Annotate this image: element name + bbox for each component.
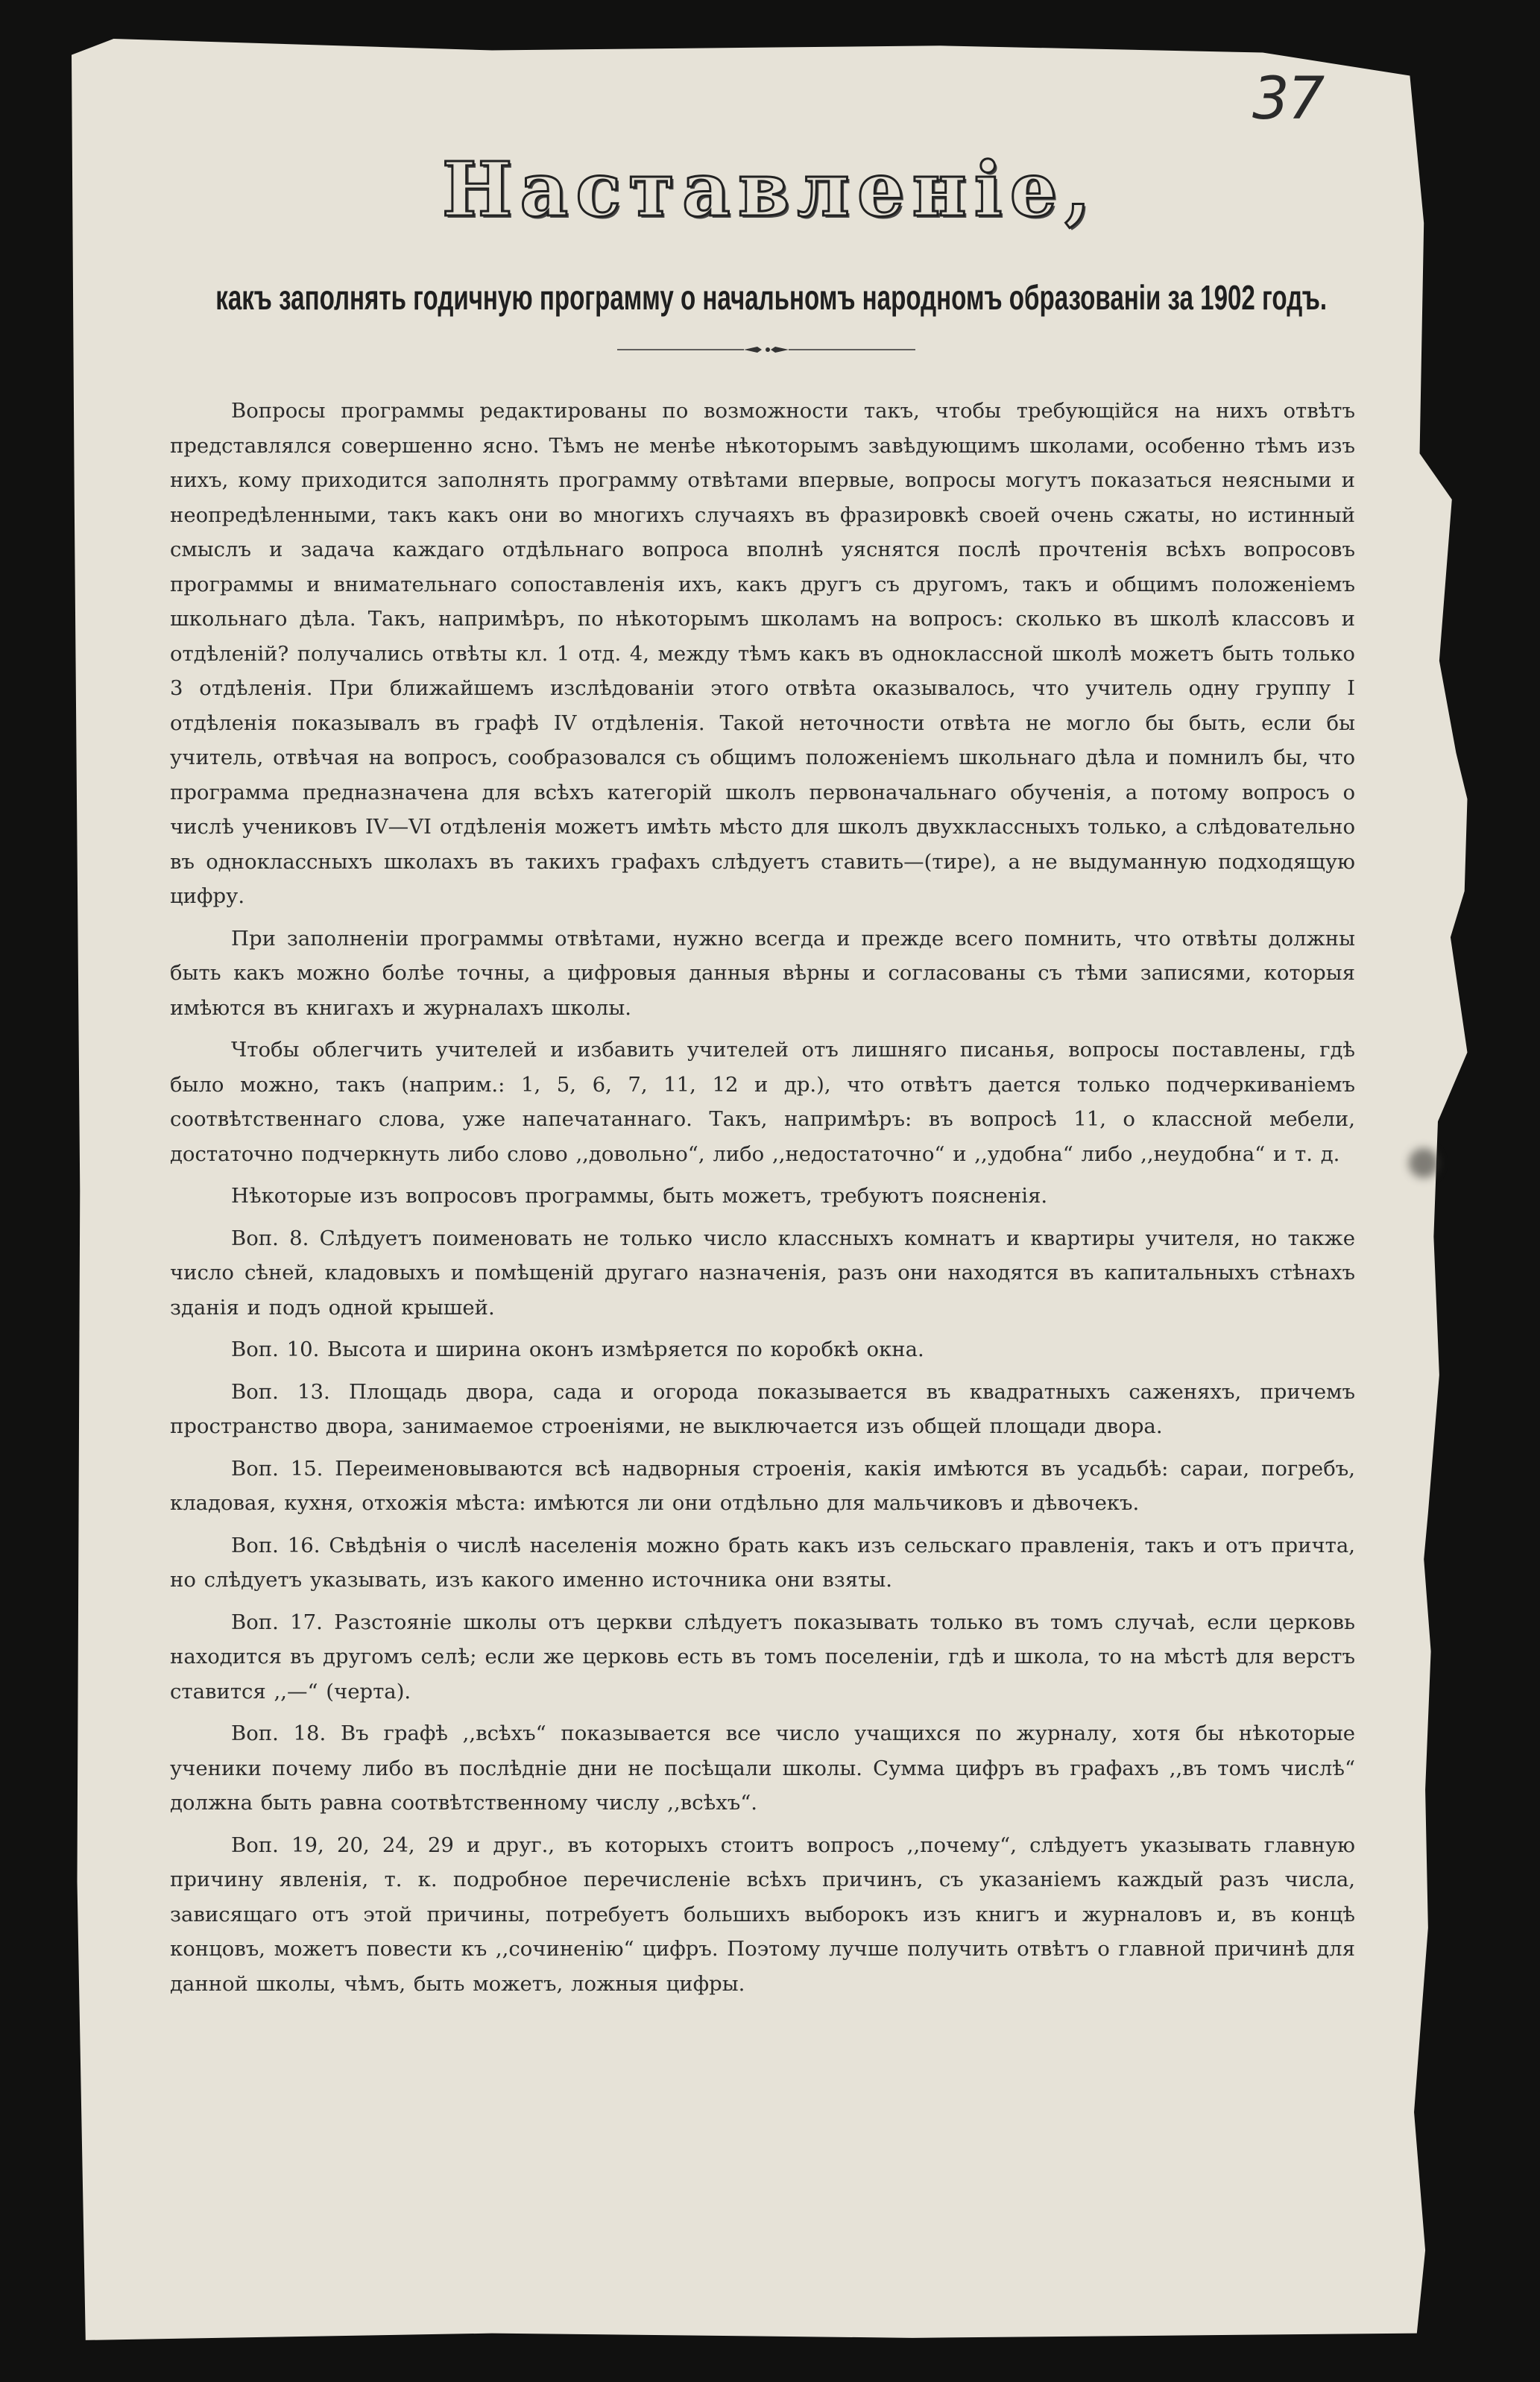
paragraph-question-18: Воп. 18. Въ графѣ ,,всѣхъ“ показывается все число учащихся по журналу, хотя бы нѣкоторые ученики почему либо въ послѣдніе дни не посѣщали школы. Сумма цифръ въ графахъ ,,въ томъ числѣ“ должна быть равна соотвѣтственному числу ,,всѣхъ“. — [170, 1721, 1355, 1815]
paragraph-intro: Вопросы программы редактированы по возможности такъ, чтобы требующійся на нихъ отвѣтъ представлялся совершенно ясно. Тѣмъ не менѣе нѣкоторымъ завѣдующимъ школами, особенно тѣмъ изъ нихъ, кому приходится заполнять программу отвѣтами впервые, вопросы могутъ показаться неясными и неопредѣленными, такъ какъ они во многихъ случаяхъ въ фразировкѣ своей очень сжаты, но истинный смыслъ и задача каждаго отдѣльнаго вопроса вполнѣ уяснятся послѣ прочтенія всѣхъ вопросовъ программы и внимательнаго сопоставленія ихъ, какъ другъ съ другомъ, такъ и общимъ положеніемъ школьнаго дѣла. Такъ, напримѣръ, по нѣкоторымъ школамъ на вопросъ: сколько въ школѣ классовъ и отдѣленій? получались отвѣты кл. 1 отд. 4, между тѣмъ какъ въ одноклассной школѣ можетъ быть только 3 отдѣленія. При ближайшемъ изслѣдованіи этого отвѣта оказывалось, что учитель одну группу I отдѣленія показывалъ въ графѣ IV отдѣленія. Такой неточности отвѣта не могло бы быть, если бы учитель, отвѣчая на вопросъ, сообразовался съ общимъ положеніемъ школьнаго дѣла и помнилъ бы, что программа предназначена для всѣхъ категорій школъ первоначальнаго обученія, а потому вопросъ о числѣ учениковъ IV—VI отдѣленія можетъ имѣть мѣсто для школъ двухклассныхъ только, а слѣдовательно въ одноклассныхъ школахъ въ такихъ графахъ слѣдуетъ ставить—(тире), а не выдуманную подходящую цифру. — [170, 399, 1355, 908]
document-title: Наставленіе, — [441, 145, 1099, 233]
paragraph-question-10: Воп. 10. Высота и ширина оконъ измѣряется по коробкѣ окна. — [231, 1337, 924, 1361]
paragraph-explanations-intro: Нѣкоторые изъ вопросовъ программы, быть можетъ, требуютъ поясненія. — [231, 1184, 1048, 1208]
paragraph-question-16: Воп. 16. Свѣдѣнія о числѣ населенія можно брать какъ изъ сельскаго правленія, такъ и отъ причта, но слѣдуетъ указывать, изъ какого именно источника они взяты. — [170, 1533, 1355, 1592]
paragraph-accuracy: При заполненіи программы отвѣтами, нужно всегда и прежде всего помнить, что отвѣты должны быть какъ можно болѣе точны, а цифровыя данныя вѣрны и согласованы съ тѣми записями, которыя имѣются въ книгахъ и журналахъ школы. — [170, 926, 1355, 1020]
paragraph-underlining: Чтобы облегчить учителей и избавить учителей отъ лишняго писанья, вопросы поставлены, гдѣ было можно, такъ (наприм.: 1, 5, 6, 7, 11, 12 и др.), что отвѣтъ дается только подчеркиваніемъ соотвѣтственнаго слова, уже напечатаннаго. Такъ, напримѣръ: въ вопросѣ 11, о классной мебели, достаточно подчеркнуть либо слово ,,довольно“, либо ,,недостаточно“ и ,,удобна“ либо ,,неудобна“ и т. д. — [170, 1038, 1355, 1166]
document-body — [170, 394, 1355, 2008]
paper-stain — [1409, 1148, 1439, 1178]
paragraph-question-15: Воп. 15. Переименовываются всѣ надворныя строенія, какія имѣются въ усадьбѣ: сараи, погребъ, кладовая, кухня, отхожія мѣста: имѣются ли они отдѣльно для мальчиковъ и дѣвочекъ. — [170, 1456, 1355, 1515]
paragraph-question-8: Воп. 8. Слѣдуетъ поименовать не только число классныхъ комнатъ и квартиры учителя, но также число сѣней, кладовыхъ и помѣщеній другаго назначенія, разъ они находятся въ капитальныхъ стѣнахъ зданія и подъ одной крышей. — [170, 1226, 1355, 1320]
paragraph-question-19: Воп. 19, 20, 24, 29 и друг., въ которыхъ стоитъ вопросъ ,,почему“, слѣдуетъ указывать главную причину явленія, т. к. подробное перечисленіе всѣхъ причинъ, съ указаніемъ каждый разъ числа, зависящаго отъ этой причины, потребуетъ большихъ выборокъ изъ книгъ и журналовъ и, въ концѣ концовъ, можетъ повести къ ,,сочиненію“ цифръ. Поэтому лучше получить отвѣтъ о главной причинѣ для данной школы, чѣмъ, быть можетъ, ложныя цифры. — [170, 1833, 1355, 1996]
page-number: 37 — [1252, 66, 1324, 133]
ornament-divider — [617, 344, 915, 355]
paragraph-question-17: Воп. 17. Разстояніе школы отъ церкви слѣдуетъ показывать только въ томъ случаѣ, если церковь находится въ другомъ селѣ; если же церковь есть въ томъ поселеніи, гдѣ и школа, то на мѣстѣ для верстъ ставится ,,—“ (черта). — [170, 1610, 1355, 1704]
document-subtitle: какъ заполнять годичную программу о начальномъ народномъ образованіи за 1902 годъ. — [215, 278, 1328, 317]
paragraph-question-13: Воп. 13. Площадь двора, сада и огорода показывается въ квадратныхъ саженяхъ, причемъ пространство двора, занимаемое строеніями, не выключается изъ общей площади двора. — [170, 1379, 1355, 1438]
